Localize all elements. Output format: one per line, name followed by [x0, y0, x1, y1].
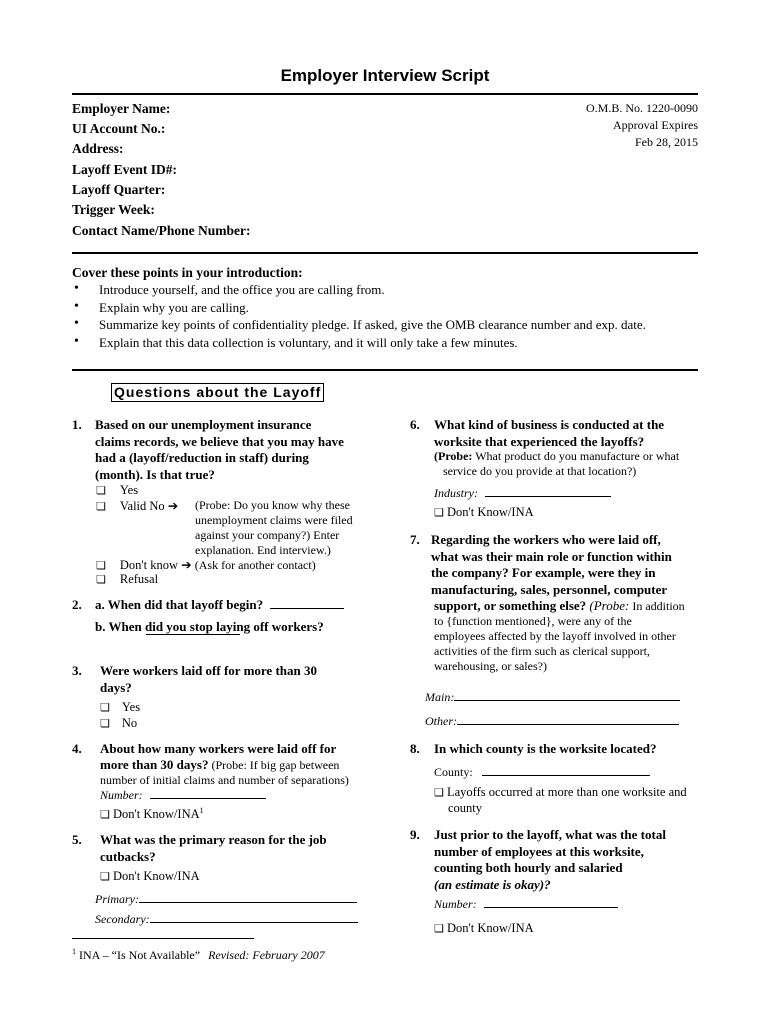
q1-question — [95, 417, 395, 483]
footnote — [72, 944, 325, 963]
q7-question — [431, 532, 672, 598]
q2-b-input[interactable] — [146, 634, 240, 635]
q6-probe-line2: service do you provide at that location?) — [443, 464, 637, 478]
q7-probe-line: to {function mentioned}, were any of the — [434, 614, 632, 628]
q7-probe-line: warehousing, or sales?) — [434, 659, 547, 673]
checkbox-icon[interactable] — [96, 572, 106, 586]
q3-yes-option[interactable] — [100, 700, 140, 715]
q5-dont-know-label: Don't Know/INA — [113, 869, 200, 883]
q5-secondary-field — [95, 912, 358, 927]
q8-multi-label: Layoffs occurred at more than one worksite and — [447, 785, 687, 799]
checkbox-icon[interactable] — [434, 785, 444, 799]
q3-number: 3. — [72, 663, 82, 678]
q1-valid-no-option[interactable] — [96, 498, 178, 514]
q7-probe-rest: In addition — [629, 599, 685, 613]
q5-primary-label: Primary: — [95, 892, 139, 906]
q3-question — [100, 663, 317, 696]
title-divider — [72, 93, 698, 95]
q2-b: b. When did you stop laying off workers? — [95, 619, 324, 634]
q8-county-label: County: — [434, 765, 473, 779]
intro-bullet: • Introduce yourself, and the office you are calling from. — [72, 282, 702, 300]
checkbox-icon[interactable] — [96, 499, 106, 513]
q4-line1: About how many workers were laid off for — [100, 741, 337, 756]
employer-name-label: Employer Name: — [72, 101, 171, 116]
intro-heading: Cover these points in your introduction: — [72, 265, 303, 280]
q5-number: 5. — [72, 832, 82, 847]
q3-no-option[interactable] — [100, 716, 137, 731]
omb-expires: Feb 28, 2015 — [635, 135, 698, 149]
intro-bullets — [72, 282, 702, 352]
q5-dont-know-option[interactable] — [100, 869, 200, 884]
ui-account-label: UI Account No.: — [72, 121, 166, 136]
q1-probe-line: against your company?) Enter — [195, 528, 340, 542]
q7-main-input[interactable] — [454, 700, 680, 701]
q9-dont-know-option[interactable] — [434, 921, 534, 936]
q4-line2 — [100, 757, 339, 773]
trigger-week-label: Trigger Week: — [72, 202, 155, 217]
q9-line: Just prior to the layoff, what was the total — [434, 827, 666, 842]
q6-industry-input[interactable] — [485, 496, 611, 497]
q1-dont-know-option[interactable] — [96, 557, 316, 573]
revised-date: Revised: February 2007 — [208, 948, 325, 962]
q4-probe: (Probe: If big gap between — [208, 758, 340, 772]
q6-industry-label: Industry: — [434, 486, 478, 500]
checkbox-icon[interactable] — [100, 716, 110, 730]
q5-line: What was the primary reason for the job — [100, 832, 327, 847]
q4-number-label: Number: — [100, 788, 143, 802]
q7-probe-label: (Probe: — [586, 598, 630, 613]
address-label: Address: — [72, 141, 124, 156]
q1-yes-option[interactable] — [96, 483, 138, 498]
q5-secondary-input[interactable] — [150, 922, 358, 923]
q3-line: days? — [100, 679, 132, 695]
q9-number-field — [434, 897, 618, 912]
q1-refusal-label: Refusal — [119, 572, 159, 586]
q9-number-input[interactable] — [484, 907, 618, 908]
q9-line: counting both hourly and salaried — [434, 860, 623, 875]
page-title: Employer Interview Script — [280, 66, 490, 85]
q4-dont-know-label: Don't Know/INA — [113, 807, 200, 822]
q9-estimate: (an estimate is okay)? — [434, 876, 551, 892]
q4-number-input[interactable] — [150, 798, 266, 799]
q6-probe-label: (Probe: — [434, 449, 473, 463]
checkbox-icon[interactable] — [100, 807, 110, 821]
q1-dont-know-probe: (Ask for another contact) — [194, 558, 316, 572]
q4-number-field — [100, 788, 266, 803]
checkbox-icon[interactable] — [434, 505, 444, 519]
q8-multi-option[interactable] — [434, 785, 687, 816]
checkbox-icon[interactable] — [434, 921, 444, 935]
q7-other-field — [425, 714, 679, 729]
q7-main-field — [425, 690, 680, 705]
q4-line3: number of initial claims and number of separations) — [100, 773, 349, 787]
q1-probe-line: explanation. End interview.) — [195, 543, 331, 557]
q6-line: worksite that experienced the layoffs? — [434, 433, 645, 449]
intro-bullet: • Explain why you are calling. — [72, 300, 702, 318]
intro-bullet: • Summarize key points of confidentiality pledge. If asked, give the OMB clearance number and exp. date. — [72, 317, 702, 335]
q7-probe-line: employees affected by the layoff involved in other — [434, 629, 676, 643]
q1-line: Based on our unemployment insurance — [95, 417, 312, 432]
q8-number: 8. — [410, 741, 420, 756]
q7-line5-bold: support, or something else? — [434, 598, 587, 613]
q7-line5 — [434, 598, 685, 614]
q7-probe-line: activities of the firm such as clerical support, — [434, 644, 650, 658]
q1-dont-know-label: Don't know — [119, 558, 179, 572]
q7-other-input[interactable] — [457, 724, 679, 725]
q9-number-label: Number: — [434, 897, 477, 911]
q6-probe — [434, 449, 679, 464]
footnote-divider — [72, 938, 254, 939]
omb-number: O.M.B. No. 1220-0090 — [585, 101, 698, 115]
q5-line: cutbacks? — [100, 848, 156, 864]
q2-a-label: a. When did that layoff begin? — [95, 597, 264, 612]
footnote-marker: 1 — [199, 806, 204, 815]
q8-multi-label: county — [448, 801, 483, 815]
contact-label: Contact Name/Phone Number: — [72, 223, 251, 238]
q6-number: 6. — [410, 417, 420, 432]
intro-bullet: • Explain that this data collection is voluntary, and it will only take a few minutes. — [72, 335, 702, 353]
q9-number: 9. — [410, 827, 420, 842]
q5-primary-field — [95, 892, 357, 907]
q7-line: Regarding the workers who were laid off, — [431, 532, 661, 547]
q1-probe-line: (Probe: Do you know why these — [195, 498, 350, 512]
q8-question: In which county is the worksite located? — [434, 741, 657, 756]
layoff-event-label: Layoff Event ID#: — [72, 162, 177, 177]
checkbox-icon[interactable] — [100, 700, 110, 714]
q1-line: (month). Is that true? — [95, 466, 215, 482]
q1-valid-no-label: Valid No — [119, 499, 165, 513]
checkbox-icon[interactable] — [96, 483, 106, 497]
checkbox-icon[interactable] — [100, 869, 110, 883]
q6-line: What kind of business is conducted at the — [434, 417, 665, 432]
q1-yes-label: Yes — [119, 483, 139, 497]
omb-approval: Approval Expires — [613, 118, 698, 132]
q3-yes-label: Yes — [121, 700, 141, 714]
q8-county-input[interactable] — [482, 775, 650, 776]
q2-a-input[interactable] — [270, 608, 344, 609]
q2-number: 2. — [72, 597, 82, 612]
q6-dont-know-label: Don't Know/INA — [447, 505, 534, 519]
footnote-text: INA – “Is Not Available” — [76, 948, 201, 962]
q6-industry-field — [434, 486, 611, 501]
q1-refusal-option[interactable] — [96, 572, 158, 587]
q6-probe-rest: What product do you manufacture or what — [472, 449, 680, 463]
q5-question — [100, 832, 327, 865]
q7-line: manufacturing, sales, personnel, computer — [431, 581, 668, 597]
q7-line: the company? For example, were they in — [431, 565, 656, 580]
arrow-right-icon: ➔ — [167, 499, 179, 513]
section-title: Questions about the Layoff — [111, 383, 324, 402]
header-divider — [72, 252, 698, 254]
q7-main-label: Main: — [425, 690, 455, 704]
q4-number: 4. — [72, 741, 82, 756]
q6-question — [434, 417, 664, 450]
q1-probe — [195, 498, 395, 558]
q4-dont-know-option[interactable] — [100, 806, 204, 822]
q8-county-field — [434, 765, 650, 780]
q1-line: had a (layoff/reduction in staff) during — [95, 450, 309, 465]
q5-secondary-label: Secondary: — [95, 912, 150, 926]
q9-line: number of employees at this worksite, — [434, 843, 644, 859]
arrow-right-icon: ➔ — [181, 558, 192, 572]
q9-dont-know-label: Don't Know/INA — [447, 921, 534, 935]
q7-other-label: Other: — [425, 714, 457, 728]
footnote-sup: 1 — [72, 947, 76, 956]
q1-probe-line: unemployment claims were filed — [195, 513, 353, 527]
intro-divider — [72, 369, 698, 371]
q1-line: claims records, we believe that you may have — [95, 433, 344, 449]
q6-dont-know-option[interactable] — [434, 505, 534, 520]
q7-line: what was their main role or function within — [431, 548, 672, 564]
q7-probe — [434, 614, 676, 674]
q4-line2-bold: more than 30 days? — [100, 757, 209, 772]
q5-primary-input[interactable] — [139, 902, 357, 903]
q3-no-label: No — [121, 716, 138, 730]
checkbox-icon[interactable] — [96, 558, 106, 572]
q3-line: Were workers laid off for more than 30 — [100, 663, 317, 678]
q2-a — [95, 597, 344, 614]
layoff-quarter-label: Layoff Quarter: — [72, 182, 166, 197]
q9-question — [434, 827, 666, 893]
q1-number: 1. — [72, 417, 82, 432]
q7-number: 7. — [410, 532, 420, 547]
